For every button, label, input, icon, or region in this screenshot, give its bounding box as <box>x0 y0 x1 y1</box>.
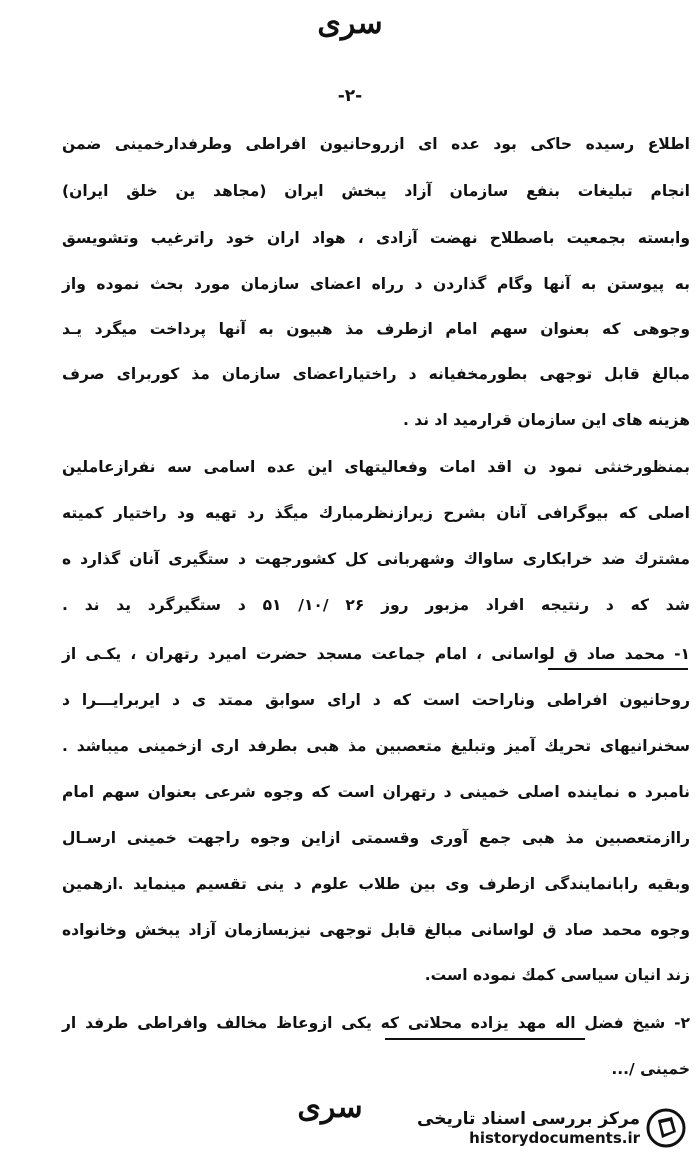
paragraph-3-line-5: راازمتعصبین مذ هبی جمع آوری وقسمتی ازاین وجوه راجهت خمینی ارسـال <box>62 829 690 847</box>
page-number: -۲- <box>337 86 363 106</box>
paragraph-1-line-4: به پیوستن به آنها وگام گذاردن د رراه اعضای سازمان مورد بحث نموده واز <box>62 275 690 293</box>
paragraph-3-line-1: ۱- محمد صاد ق لواسانی ، امام جماعت مسجد حضرت امیرد رتهران ، یکـی از <box>62 645 690 663</box>
archive-watermark <box>411 1105 686 1151</box>
handwritten-underline <box>548 668 688 670</box>
paragraph-1-line-7: هزینه های این سازمان قرارمید اد ند . <box>402 411 690 429</box>
paragraph-3-line-7: وجوه محمد صاد ق لواسانی مبالغ قابل توجهی نیزبسازمان آزاد یبخش وخانواده <box>62 921 690 939</box>
handwritten-underline <box>385 1038 585 1040</box>
paragraph-3-line-2: روحانیون افراطی وناراحت است که د ارای سوابق ممتد ی د ایربرایـــرا د <box>62 691 690 709</box>
paragraph-4-line-2: خمینی /... <box>611 1060 690 1078</box>
paragraph-2-line-4: شد که د رنتیجه افراد مزبور روز ۲۶ /۱۰/ ۵۱ د ستگیرگرد ید ند . <box>62 596 690 614</box>
paragraph-1-line-3: وابسته بجمعیت باصطلاح نهضت آزادی ، هواد اران خود راترغیب وتشویسق <box>62 229 690 247</box>
paragraph-3-line-8: زند انیان سیاسی کمك نموده است. <box>424 966 690 984</box>
watermark-url: historydocuments.ir <box>469 1129 640 1147</box>
paragraph-3-line-6: وبقیه رابانمایندگی ازطرف وی بین طلاب علوم د ینی تقسیم مینماید .ازهمین <box>62 875 690 893</box>
classification-header: سری <box>317 6 383 41</box>
paragraph-1-line-1: اطلاع رسیده حاکی بود عده ای ازروحانیون افراطی وطرفدارخمینی ضمن <box>62 135 690 153</box>
archive-logo-icon <box>646 1108 686 1148</box>
paragraph-2-line-2: اصلی که بیوگرافی آنان بشرح زیرازنظرمبارك میگذ رد تهیه ود راختیار کمیته <box>62 504 690 522</box>
classification-footer: سری <box>297 1090 363 1125</box>
paragraph-3-line-4: نامبرد ه نماینده اصلی خمینی د رتهران است که وجوه شرعی بعنوان سهم امام <box>62 783 690 801</box>
paragraph-4-line-1: ۲- شیخ فضل اله مهد یزاده محلاتی که یکی ازوعاظ مخالف وافراطی طرفد ار <box>62 1014 690 1032</box>
paragraph-3-line-3: سخنرانیهای تحریك آمیز وتبلیغ متعصبین مذ هبی بطرفد اری ازخمینی میباشد . <box>62 737 690 755</box>
watermark-text <box>417 1109 640 1147</box>
watermark-org-name: مرکز بررسی اسناد تاریخی <box>417 1109 640 1129</box>
paragraph-1-line-6: مبالغ قابل توجهی بطورمخفیانه د راختیاراعضای سازمان مذ کوربرای صرف <box>62 365 690 383</box>
paragraph-1-line-5: وجوهی که بعنوان سهم امام ازطرف مذ هبیون به آنها پرداخت میگرد یـد <box>62 320 690 338</box>
paragraph-1-line-2: انجام تبلیغات بنفع سازمان آزاد یبخش ایران (مجاهد ین خلق ایران) <box>62 182 690 200</box>
paragraph-2-line-1: بمنظورخنثی نمود ن اقد امات وفعالیتهای این عده اسامی سه نفرازعاملین <box>62 458 690 476</box>
paragraph-2-line-3: مشترك ضد خرابکاری ساواك وشهربانی کل کشورجهت د ستگیری آنان گذارد ه <box>62 550 690 568</box>
